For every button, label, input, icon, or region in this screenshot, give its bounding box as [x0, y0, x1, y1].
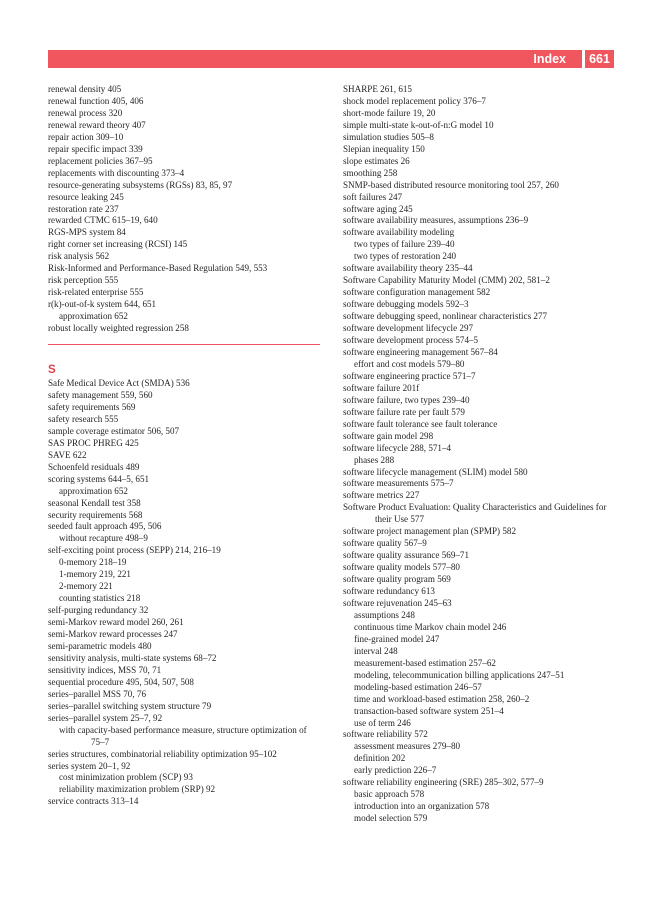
- index-entry: series–parallel system 25–7, 92: [48, 712, 163, 723]
- index-entry: Safe Medical Device Act (SMDA) 536: [48, 378, 190, 389]
- index-subentry: approximation 652: [59, 311, 128, 322]
- index-title: Index: [533, 52, 566, 66]
- index-entry: renewal process 320: [48, 107, 123, 118]
- index-entry: software quality 567–9: [343, 538, 427, 549]
- index-subentry: two types of failure 239–40: [354, 239, 455, 250]
- index-entry: safety requirements 569: [48, 401, 136, 412]
- index-entry: r(k)-out-of-k system 644, 651: [48, 299, 157, 310]
- index-entry: software measurements 575–7: [343, 478, 454, 489]
- index-entry: software quality assurance 569–71: [343, 550, 470, 561]
- index-entry: software quality program 569: [343, 574, 451, 585]
- index-entry: seasonal Kendall test 358: [48, 497, 141, 508]
- index-entry: repair action 309–10: [48, 131, 124, 142]
- index-entry: renewal function 405, 406: [48, 95, 144, 106]
- index-group-s-continued: [343, 84, 615, 825]
- index-entry: Risk-Informed and Performance-Based Regulation 549, 553: [48, 263, 268, 274]
- index-subentry: 2-memory 221: [59, 581, 113, 592]
- index-entry: software redundancy 613: [343, 586, 435, 597]
- index-entry: shock model replacement policy 376–7: [343, 95, 486, 106]
- index-subentry: assumptions 248: [354, 609, 415, 620]
- index-entry: resource leaking 245: [48, 191, 124, 202]
- index-entry: series system 20–1, 92: [48, 760, 131, 771]
- index-entry: software fault tolerance see fault tolerance: [343, 418, 498, 429]
- index-entry: self-purging redundancy 32: [48, 605, 149, 616]
- index-entry: software reliability 572: [343, 729, 428, 740]
- index-entry: replacement policies 367–95: [48, 155, 153, 166]
- index-entry: service contracts 313–14: [48, 796, 139, 807]
- index-entry: software failure rate per fault 579: [343, 406, 465, 417]
- index-entry: SHARPE 261, 615: [343, 84, 412, 94]
- index-entry: series–parallel switching system structure 79: [48, 700, 212, 711]
- right-column: [343, 84, 615, 825]
- index-subentry: basic approach 578: [354, 789, 425, 800]
- index-entry: series structures, combinatorial reliability optimization 95–102: [48, 748, 277, 759]
- index-entry: series–parallel MSS 70, 76: [48, 688, 146, 699]
- index-subentry: two types of restoration 240: [354, 251, 457, 262]
- index-subentry: without recapture 498–9: [59, 533, 148, 544]
- index-entry: simple multi-state k-out-of-n:G model 10: [343, 119, 494, 130]
- index-subentry: fine-grained model 247: [354, 633, 440, 644]
- index-entry: security requirements 568: [48, 509, 143, 520]
- index-subentry: measurement-based estimation 257–62: [354, 657, 496, 668]
- index-entry: soft failures 247: [343, 191, 403, 202]
- index-entry: renewal density 405: [48, 84, 122, 94]
- index-subentry: 0-memory 218–19: [59, 557, 127, 568]
- index-entry: semi-Markov reward model 260, 261: [48, 617, 184, 628]
- index-entry: software availability measures, assumptions 236–9: [343, 215, 529, 226]
- index-entry: right corner set increasing (RCSI) 145: [48, 239, 188, 250]
- index-entry: SAVE 622: [48, 449, 87, 460]
- index-entry: software development lifecycle 297: [343, 323, 474, 334]
- index-subentry: transaction-based software system 251–4: [354, 705, 504, 716]
- index-entry: software metrics 227: [343, 490, 420, 501]
- index-entry: software gain model 298: [343, 430, 434, 441]
- index-subentry: assessment measures 279–80: [354, 741, 461, 752]
- index-entry: software development process 574–5: [343, 335, 479, 346]
- index-entry: slope estimates 26: [343, 155, 410, 166]
- index-subentry: phases 288: [354, 454, 395, 465]
- index-entry: software failure 201f: [343, 382, 420, 393]
- index-entry: sensitivity analysis, multi-state systems 68–72: [48, 652, 217, 663]
- index-entry: software debugging models 592–3: [343, 299, 469, 310]
- index-entry: SAS PROC PHREG 425: [48, 437, 139, 448]
- index-entry: Schoenfeld residuals 489: [48, 461, 140, 472]
- index-entry: short-mode failure 19, 20: [343, 107, 436, 118]
- index-entry: resource-generating subsystems (RGSs) 83, 85, 97: [48, 179, 233, 190]
- index-entry: renewal reward theory 407: [48, 119, 146, 130]
- index-entry: risk analysis 562: [48, 251, 110, 262]
- index-entry: software engineering management 567–84: [343, 346, 498, 357]
- index-entry: software availability modeling: [343, 227, 455, 238]
- index-entry: semi-parametric models 480: [48, 640, 152, 651]
- index-entry: software rejuvenation 245–63: [343, 597, 452, 608]
- index-group-r: [48, 84, 320, 335]
- index-entry: software availability theory 235–44: [343, 263, 473, 274]
- left-column: [48, 84, 320, 808]
- index-subentry: modeling-based estimation 246–57: [354, 681, 482, 692]
- index-entry: sensitivity indices, MSS 70, 71: [48, 664, 162, 675]
- header-bar: [48, 50, 582, 68]
- index-entry: scoring systems 644–5, 651: [48, 473, 150, 484]
- index-entry: software aging 245: [343, 203, 413, 214]
- index-entry: software reliability engineering (SRE) 285–302, 577–9: [343, 777, 544, 788]
- index-entry: software project management plan (SPMP) 582: [343, 526, 516, 537]
- index-entry: software quality models 577–80: [343, 562, 460, 573]
- index-entry: safety research 555: [48, 413, 119, 424]
- index-subentry: counting statistics 218: [59, 593, 141, 604]
- index-subentry: modeling, telecommunication billing applications 247–51: [354, 669, 565, 680]
- index-entry: software lifecycle 288, 571–4: [343, 442, 452, 453]
- section-letter-s: S: [48, 364, 56, 377]
- index-group-s: [48, 378, 320, 808]
- index-entry: risk perception 555: [48, 275, 119, 286]
- index-subentry: approximation 652: [59, 485, 128, 496]
- index-subentry: effort and cost models 579–80: [354, 358, 465, 369]
- index-entry: software failure, two types 239–40: [343, 394, 470, 405]
- index-subentry: time and workload-based estimation 258, 260–2: [354, 693, 530, 704]
- index-subentry: interval 248: [354, 645, 398, 656]
- section-divider: [48, 344, 320, 345]
- index-entry: sample coverage estimator 506, 507: [48, 425, 180, 436]
- index-entry: SNMP-based distributed resource monitoring tool 257, 260: [343, 179, 559, 190]
- index-subentry: use of term 246: [354, 717, 411, 728]
- index-entry: robust locally weighted regression 258: [48, 323, 189, 334]
- index-subentry: model selection 579: [354, 813, 428, 824]
- index-entry: software configuration management 582: [343, 287, 491, 298]
- index-subentry: cost minimization problem (SCP) 93: [59, 772, 193, 783]
- index-entry: restoration rate 237: [48, 203, 119, 214]
- index-subentry: definition 202: [354, 753, 406, 764]
- index-entry: risk-related enterprise 555: [48, 287, 144, 298]
- index-entry: self-exciting point process (SEPP) 214, 216–19: [48, 545, 221, 556]
- index-subentry: continuous time Markov chain model 246: [354, 621, 507, 632]
- index-entry: replacements with discounting 373–4: [48, 167, 185, 178]
- index-subentry: with capacity-based performance measure, structure optimization of 75–7: [59, 724, 307, 747]
- index-entry: semi-Markov reward processes 247: [48, 629, 178, 640]
- index-subentry: 1-memory 219, 221: [59, 569, 131, 580]
- index-entry: software engineering practice 571–7: [343, 370, 476, 381]
- index-subentry: reliability maximization problem (SRP) 92: [59, 784, 216, 795]
- index-entry: seeded fault approach 495, 506: [48, 521, 162, 532]
- index-entry: safety management 559, 560: [48, 389, 153, 400]
- index-entry: software lifecycle management (SLIM) model 580: [343, 466, 528, 477]
- index-entry: RGS-MPS system 84: [48, 227, 126, 238]
- index-entry: repair specific impact 339: [48, 143, 143, 154]
- index-entry: Software Capability Maturity Model (CMM) 202, 581–2: [343, 275, 550, 286]
- index-entry: rewarded CTMC 615–19, 640: [48, 215, 158, 226]
- index-subentry: introduction into an organization 578: [354, 801, 490, 812]
- index-entry: Slepian inequality 150: [343, 143, 425, 154]
- page-number: 661: [585, 50, 614, 68]
- index-entry: simulation studies 505–8: [343, 131, 434, 142]
- index-subentry: early prediction 226–7: [354, 765, 437, 776]
- index-entry: software debugging speed, nonlinear characteristics 277: [343, 311, 548, 322]
- index-entry: Software Product Evaluation: Quality Characteristics and Guidelines for their Use 577: [343, 502, 607, 525]
- index-entry: smoothing 258: [343, 167, 398, 178]
- index-entry: sequential procedure 495, 504, 507, 508: [48, 676, 194, 687]
